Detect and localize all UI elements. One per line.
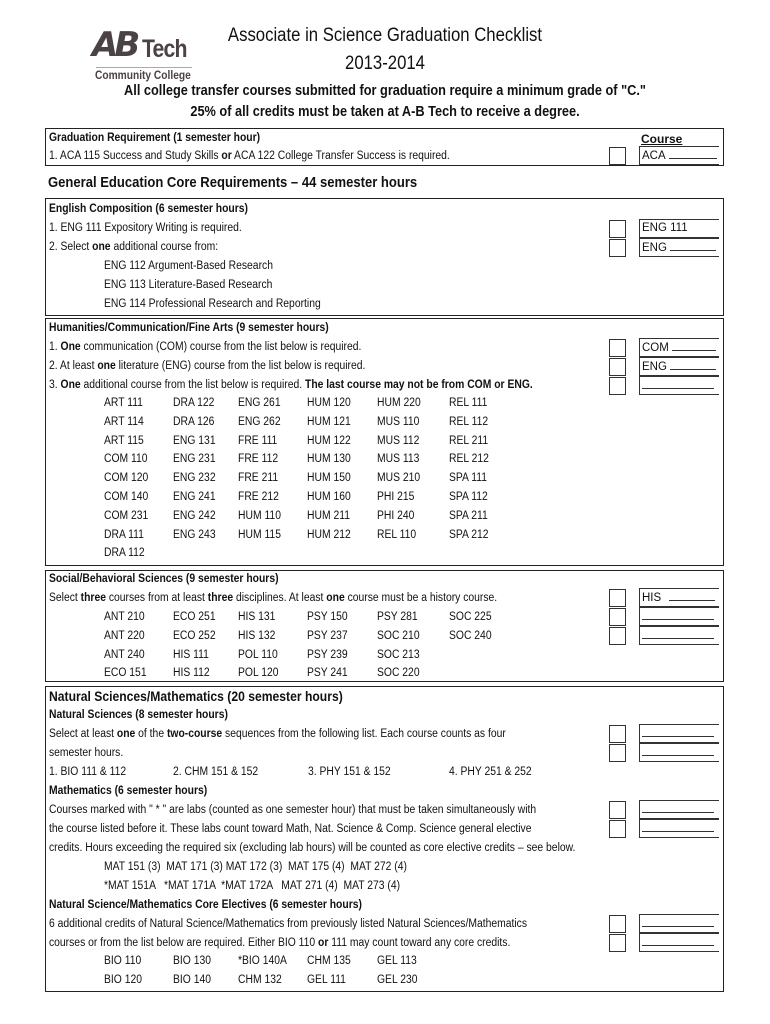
notice-credits: 25% of all credits must be taken at A-B Tech to receive a degree.	[190, 104, 580, 120]
course-code: HUM 122	[307, 434, 351, 447]
course-code: SPA 211	[449, 509, 488, 522]
page-title: Associate in Science Graduation Checklist	[227, 25, 543, 46]
course-code: REL 211	[449, 434, 489, 447]
course-code: ENG 261	[238, 397, 281, 409]
course-code: SOC 213	[377, 648, 420, 661]
eng111-checkbox[interactable]	[609, 220, 626, 238]
course-code: DRA 111	[104, 528, 144, 541]
course-code: HUM 130	[307, 453, 351, 466]
elective-checkbox-1[interactable]	[609, 915, 626, 933]
course-code: MUS 112	[377, 434, 420, 447]
course-code: HUM 212	[307, 528, 351, 541]
natsci-checkbox-1[interactable]	[609, 725, 626, 743]
course-code: HUM 211	[307, 509, 350, 522]
social-checkbox-3[interactable]	[609, 627, 626, 645]
logo-subtitle: Community College	[95, 68, 191, 82]
natsci-checkbox-2[interactable]	[609, 744, 626, 762]
natsci-heading: Natural Sciences/Mathematics (20 semester hours)	[49, 689, 343, 704]
course-code: COM 110	[104, 453, 148, 466]
eng-course-field[interactable]: ENG	[639, 238, 719, 257]
course-code: ECO 252	[173, 629, 216, 642]
sequence-option: 2. CHM 151 & 152	[173, 766, 259, 778]
notice-grade: All college transfer courses submitted for graduation require a minimum grade of "C."	[124, 83, 646, 99]
course-code: SOC 225	[449, 611, 492, 623]
course-code: BIO 110	[104, 955, 142, 967]
elective-line-2: courses or from the list below are required. Either BIO 110 or 111 may count toward any core credits.	[49, 937, 511, 949]
natsci-course-field-1[interactable]	[639, 724, 719, 743]
course-code: ART 111	[104, 397, 143, 409]
course-code: *BIO 140A	[238, 955, 287, 967]
course-code: GEL 113	[377, 955, 417, 967]
course-code: ENG 131	[173, 434, 216, 447]
course-code: ART 114	[104, 415, 144, 428]
course-code: ENG 262	[238, 415, 281, 428]
course-code: PSY 241	[307, 667, 348, 680]
com-course-field[interactable]: COM	[639, 338, 719, 357]
social-sciences-box	[45, 570, 724, 682]
course-code: HUM 121	[307, 415, 351, 428]
course-code: SOC 210	[377, 629, 420, 642]
course-code: FRE 111	[238, 434, 278, 447]
english-option: ENG 112 Argument-Based Research	[104, 260, 273, 272]
english-option: ENG 113 Literature-Based Research	[104, 279, 273, 291]
natsci-line-1: Select at least one of the two-course sequences from the following list. Each course counts as four	[49, 728, 506, 740]
course-code: ART 115	[104, 434, 144, 447]
course-code: ENG 231	[173, 453, 216, 466]
english-option: ENG 114 Professional Research and Reporting	[104, 298, 321, 310]
course-code: ANT 220	[104, 629, 145, 642]
natsci-course-field-2[interactable]	[639, 743, 719, 762]
eng-lit-checkbox[interactable]	[609, 358, 626, 376]
social-course-field-3[interactable]	[639, 626, 719, 645]
course-code: COM 140	[104, 491, 149, 503]
course-code: MUS 113	[377, 453, 420, 466]
elective-course-field-1[interactable]	[639, 914, 719, 933]
course-code: BIO 120	[104, 973, 142, 986]
social-checkbox-2[interactable]	[609, 608, 626, 626]
page-year: 2013-2014	[345, 53, 425, 74]
eng-elective-checkbox[interactable]	[609, 239, 626, 257]
course-code: SPA 111	[449, 472, 487, 485]
course-code: HIS 131	[238, 611, 276, 623]
course-code: REL 112	[449, 415, 489, 428]
course-code: CHM 135	[307, 955, 351, 967]
course-code: PSY 281	[377, 611, 418, 623]
course-code: SPA 212	[449, 528, 489, 541]
english-heading: English Composition (6 semester hours)	[49, 203, 248, 215]
course-code: POL 110	[238, 648, 278, 661]
sequence-option: 1. BIO 111 & 112	[49, 766, 127, 778]
course-code: HIS 132	[238, 629, 276, 642]
logo-ab: AB	[92, 25, 137, 65]
natural-sciences-box	[45, 686, 724, 992]
course-column-header: Course	[641, 132, 683, 146]
graduation-heading: Graduation Requirement (1 semester hour)	[49, 132, 261, 144]
social-line: Select three courses from at least three disciplines. At least one course must be a history course.	[49, 592, 498, 604]
elective-heading: Natural Science/Mathematics Core Electives (6 semester hours)	[49, 899, 362, 911]
course-code: ENG 241	[173, 491, 216, 503]
eng111-course-field[interactable]: ENG 111	[639, 219, 719, 238]
aca-checkbox[interactable]	[609, 147, 626, 165]
course-code: DRA 122	[173, 397, 215, 409]
com-checkbox[interactable]	[609, 339, 626, 357]
course-code: ENG 243	[173, 528, 216, 541]
course-code: ENG 242	[173, 509, 216, 522]
graduation-line-1: 1. ACA 115 Success and Study Skills or ACA 122 College Transfer Success is required.	[49, 150, 450, 162]
graduation-requirement-box	[45, 128, 724, 166]
course-code: HUM 160	[307, 491, 351, 503]
math-course-field-1[interactable]	[639, 800, 719, 819]
course-code: HUM 115	[238, 528, 281, 541]
course-code: GEL 111	[307, 973, 346, 986]
course-code: DRA 112	[104, 547, 145, 560]
math-heading: Mathematics (6 semester hours)	[49, 785, 208, 797]
humanities-line-3: 3. One additional course from the list below is required. The last course may not be from COM or ENG.	[49, 379, 533, 391]
sequence-option: 3. PHY 151 & 152	[308, 766, 391, 778]
course-code: PHI 215	[377, 491, 415, 503]
hum-elective-course-field[interactable]	[639, 376, 719, 395]
course-code: POL 120	[238, 667, 279, 680]
course-code: HIS 112	[173, 667, 210, 680]
course-code: FRE 212	[238, 491, 279, 503]
course-code: SOC 220	[377, 667, 420, 680]
math-course-row: *MAT 151A *MAT 171A *MAT 172A MAT 271 (4) MAT 273 (4)	[104, 880, 401, 892]
english-composition-box	[45, 198, 724, 316]
course-code: REL 110	[377, 528, 417, 541]
course-code: PSY 150	[307, 611, 348, 623]
sequence-option: 4. PHY 251 & 252	[449, 766, 532, 778]
gen-ed-title: General Education Core Requirements – 44 semester hours	[48, 175, 418, 191]
eng-lit-course-field[interactable]: ENG	[639, 357, 719, 376]
aca-course-field[interactable]: ACA	[639, 146, 719, 165]
course-code: DRA 126	[173, 415, 215, 428]
logo-tech: Tech	[142, 35, 187, 63]
course-code: ANT 210	[104, 611, 145, 623]
course-code: ANT 240	[104, 648, 145, 661]
elective-line-1: 6 additional credits of Natural Science/Mathematics from previously listed Natural Sciences/Mathematics	[49, 918, 528, 930]
course-code: SPA 112	[449, 491, 488, 503]
social-heading: Social/Behavioral Sciences (9 semester hours)	[49, 573, 279, 585]
course-code: COM 120	[104, 472, 149, 485]
math-checkbox-2[interactable]	[609, 820, 626, 838]
math-course-field-2[interactable]	[639, 819, 719, 838]
hum-elective-checkbox[interactable]	[609, 377, 626, 395]
humanities-heading: Humanities/Communication/Fine Arts (9 semester hours)	[49, 322, 329, 334]
course-code: REL 111	[449, 397, 488, 409]
elective-course-field-2[interactable]	[639, 933, 719, 952]
course-code: ECO 251	[173, 611, 216, 623]
english-line-1: 1. ENG 111 Expository Writing is required.	[49, 222, 242, 234]
course-code: HUM 120	[307, 397, 351, 409]
course-code: HUM 110	[238, 509, 281, 522]
his-course-field[interactable]: HIS	[639, 588, 719, 607]
course-code: CHM 132	[238, 973, 282, 986]
course-code: BIO 130	[173, 955, 211, 967]
course-code: FRE 211	[238, 472, 279, 485]
course-code: PSY 239	[307, 648, 348, 661]
course-code: MUS 110	[377, 415, 420, 428]
course-code: ECO 151	[104, 667, 147, 680]
math-line-2: the course listed before it. These labs count toward Math, Nat. Science & Comp. Science general elective	[49, 823, 532, 835]
course-code: SOC 240	[449, 629, 492, 642]
natsci-sub-heading: Natural Sciences (8 semester hours)	[49, 709, 228, 721]
english-line-2: 2. Select one additional course from:	[49, 241, 219, 253]
course-code: PHI 240	[377, 509, 415, 522]
course-code: HIS 111	[173, 648, 209, 661]
course-code: MUS 210	[377, 472, 421, 485]
course-code: HUM 220	[377, 397, 421, 409]
social-course-field-2[interactable]	[639, 607, 719, 626]
course-code: HUM 150	[307, 472, 351, 485]
math-line-1: Courses marked with " * " are labs (counted as one semester hour) that must be taken simultaneously with	[49, 804, 537, 816]
his-checkbox[interactable]	[609, 589, 626, 607]
course-code: FRE 112	[238, 453, 279, 466]
course-code: REL 212	[449, 453, 489, 466]
course-code: ENG 232	[173, 472, 216, 485]
math-course-row: MAT 151 (3) MAT 171 (3) MAT 172 (3) MAT 175 (4) MAT 272 (4)	[104, 861, 407, 873]
math-line-3: credits. Hours exceeding the required six (excluding lab hours) will be counted as core elective credits – see below.	[49, 842, 576, 854]
natsci-line-2: semester hours.	[49, 747, 124, 759]
humanities-line-1: 1. One communication (COM) course from the list below is required.	[49, 341, 362, 353]
course-code: COM 231	[104, 509, 149, 522]
course-code: GEL 230	[377, 973, 418, 986]
course-code: PSY 237	[307, 629, 348, 642]
elective-checkbox-2[interactable]	[609, 934, 626, 952]
course-code: BIO 140	[173, 973, 211, 986]
math-checkbox-1[interactable]	[609, 801, 626, 819]
humanities-box	[45, 318, 724, 566]
humanities-line-2: 2. At least one literature (ENG) course from the list below is required.	[49, 360, 366, 372]
